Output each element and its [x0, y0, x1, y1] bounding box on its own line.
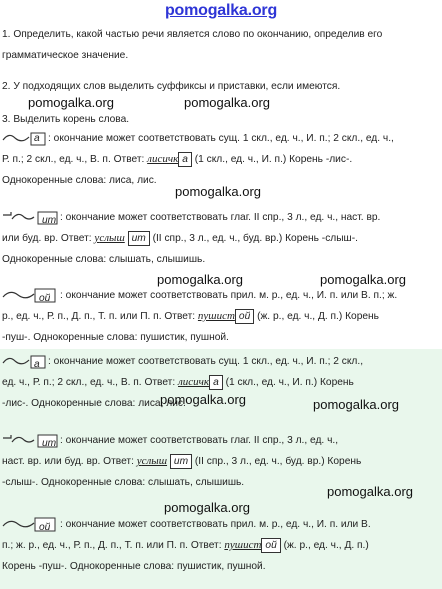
ending-mark-icon	[2, 209, 58, 225]
watermark: pomogalka.org	[327, 484, 413, 499]
watermark: pomogalka.org	[320, 272, 406, 287]
block2-text3: Однокоренные слова: слышать, слышишь.	[2, 254, 206, 265]
block3-text3: -пуш-. Однокоренные слова: пушистик, пушной.	[2, 332, 229, 343]
block6-text1: : окончание может соответствовать прил. м. р., ед. ч., И. п. или В.	[60, 519, 371, 530]
answer-ending-box: ит	[128, 231, 150, 246]
block4-text3: -лис-. Однокоренные слова: лиса, лис.	[2, 398, 186, 409]
instruction-1a: 1. Определить, какой частью речи является слово по окончанию, определив его	[2, 29, 383, 40]
ending-mark-icon	[2, 353, 46, 369]
ending-box: ит	[42, 215, 57, 227]
block1-text1: : окончание может соответствовать сущ. 1 скл., ед. ч., И. п.; 2 скл., ед. ч.,	[48, 133, 394, 144]
answer-word: лисичк	[178, 376, 210, 388]
block4-text2b: (1 скл., ед. ч., И. п.) Корень	[222, 377, 354, 388]
answer-ending-box: ой	[235, 309, 254, 324]
answer-prefix: у	[136, 455, 142, 467]
watermark: pomogalka.org	[164, 500, 250, 515]
answer-block-3	[2, 285, 440, 348]
ending-mark-icon	[2, 516, 58, 532]
block6-text3: Корень -пуш-. Однокоренные слова: пушистик, пушной.	[2, 561, 266, 572]
ending-box: ой	[39, 293, 51, 305]
ending-box: а	[34, 359, 40, 371]
block1-text3: Однокоренные слова: лиса, лис.	[2, 175, 157, 186]
answer-ending-box: ит	[170, 454, 192, 469]
instruction-1b: грамматическое значение.	[2, 50, 129, 61]
block6-text2b: (ж. р., ед. ч., Д. п.)	[280, 540, 369, 551]
block4-text1: : окончание может соответствовать сущ. 1 скл., ед. ч., И. п.; 2 скл.,	[48, 356, 364, 367]
answer-block-1	[2, 128, 440, 191]
answer-block-6	[2, 514, 440, 577]
answer-ending-box: а	[209, 375, 223, 390]
block1-text2b: (1 скл., ед. ч., И. п.) Корень -лис-.	[191, 154, 353, 165]
task-instructions	[2, 24, 440, 66]
block4-text2a: ед. ч., Р. п.; 2 скл., ед. ч., В. п. Ответ:	[2, 377, 178, 388]
watermark: pomogalka.org	[160, 392, 246, 407]
block3-text1: : окончание может соответствовать прил. м. р., ед. ч., И. п. или В. п.; ж.	[60, 290, 398, 301]
answer-word: лисичк	[147, 153, 179, 165]
answer-prefix: у	[94, 232, 100, 244]
answer-word: слыш	[141, 455, 168, 467]
answer-ending-box: ой	[261, 538, 280, 553]
block2-text2b: (II спр., 3 л., ед. ч., буд. вр.) Корень -слыш-.	[149, 233, 358, 244]
block1-text2a: Р. п.; 2 скл., ед. ч., В. п. Ответ:	[2, 154, 148, 165]
task-instructions-2	[2, 79, 440, 94]
ending-box: а	[34, 133, 40, 145]
block5-text3: -слыш-. Однокоренные слова: слышать, слышишь.	[2, 477, 245, 488]
answer-word: слыш	[99, 232, 125, 244]
block3-text2a: р., ед. ч., Р. п., Д. п., Т. п. или П. п. Ответ:	[2, 311, 198, 322]
ending-box: ой	[39, 522, 51, 534]
block2-text2a: или буд. вр. Ответ:	[2, 233, 95, 244]
block6-text2a: п.; ж. р., ед. ч., Р. п., Д. п., Т. п. или П. п. Ответ:	[2, 540, 225, 551]
watermark: pomogalka.org	[28, 95, 114, 110]
answer-word: пушист	[197, 310, 235, 322]
site-logo[interactable]: pomogalka.org	[164, 2, 278, 19]
ending-box: ит	[42, 438, 57, 450]
ending-mark-icon	[2, 130, 46, 146]
block5-text1: : окончание может соответствовать глаг. II спр., 3 л., ед. ч.,	[60, 435, 339, 446]
answer-block-2	[2, 207, 440, 270]
watermark: pomogalka.org	[157, 272, 243, 287]
ending-mark-icon	[2, 287, 58, 303]
watermark: pomogalka.org	[313, 397, 399, 412]
block2-text1: : окончание может соответствовать глаг. II спр., 3 л., ед. ч., наст. вр.	[60, 212, 381, 223]
ending-mark-icon	[2, 432, 58, 448]
block5-text2b: (II спр., 3 л., ед. ч., буд. вр.) Корень	[192, 456, 362, 467]
answer-word: пушист	[224, 539, 262, 551]
watermark: pomogalka.org	[175, 184, 261, 199]
task-instructions-3	[2, 112, 440, 127]
answer-ending-box: а	[178, 152, 192, 167]
instruction-3: 3. Выделить корень слова.	[2, 114, 130, 125]
block3-text2b: (ж. р., ед. ч., Д. п.) Корень	[254, 311, 379, 322]
instruction-2: 2. У подходящих слов выделить суффиксы и приставки, если имеются.	[2, 81, 341, 92]
block5-text2a: наст. вр. или буд. вр. Ответ:	[2, 456, 137, 467]
watermark: pomogalka.org	[184, 95, 270, 110]
